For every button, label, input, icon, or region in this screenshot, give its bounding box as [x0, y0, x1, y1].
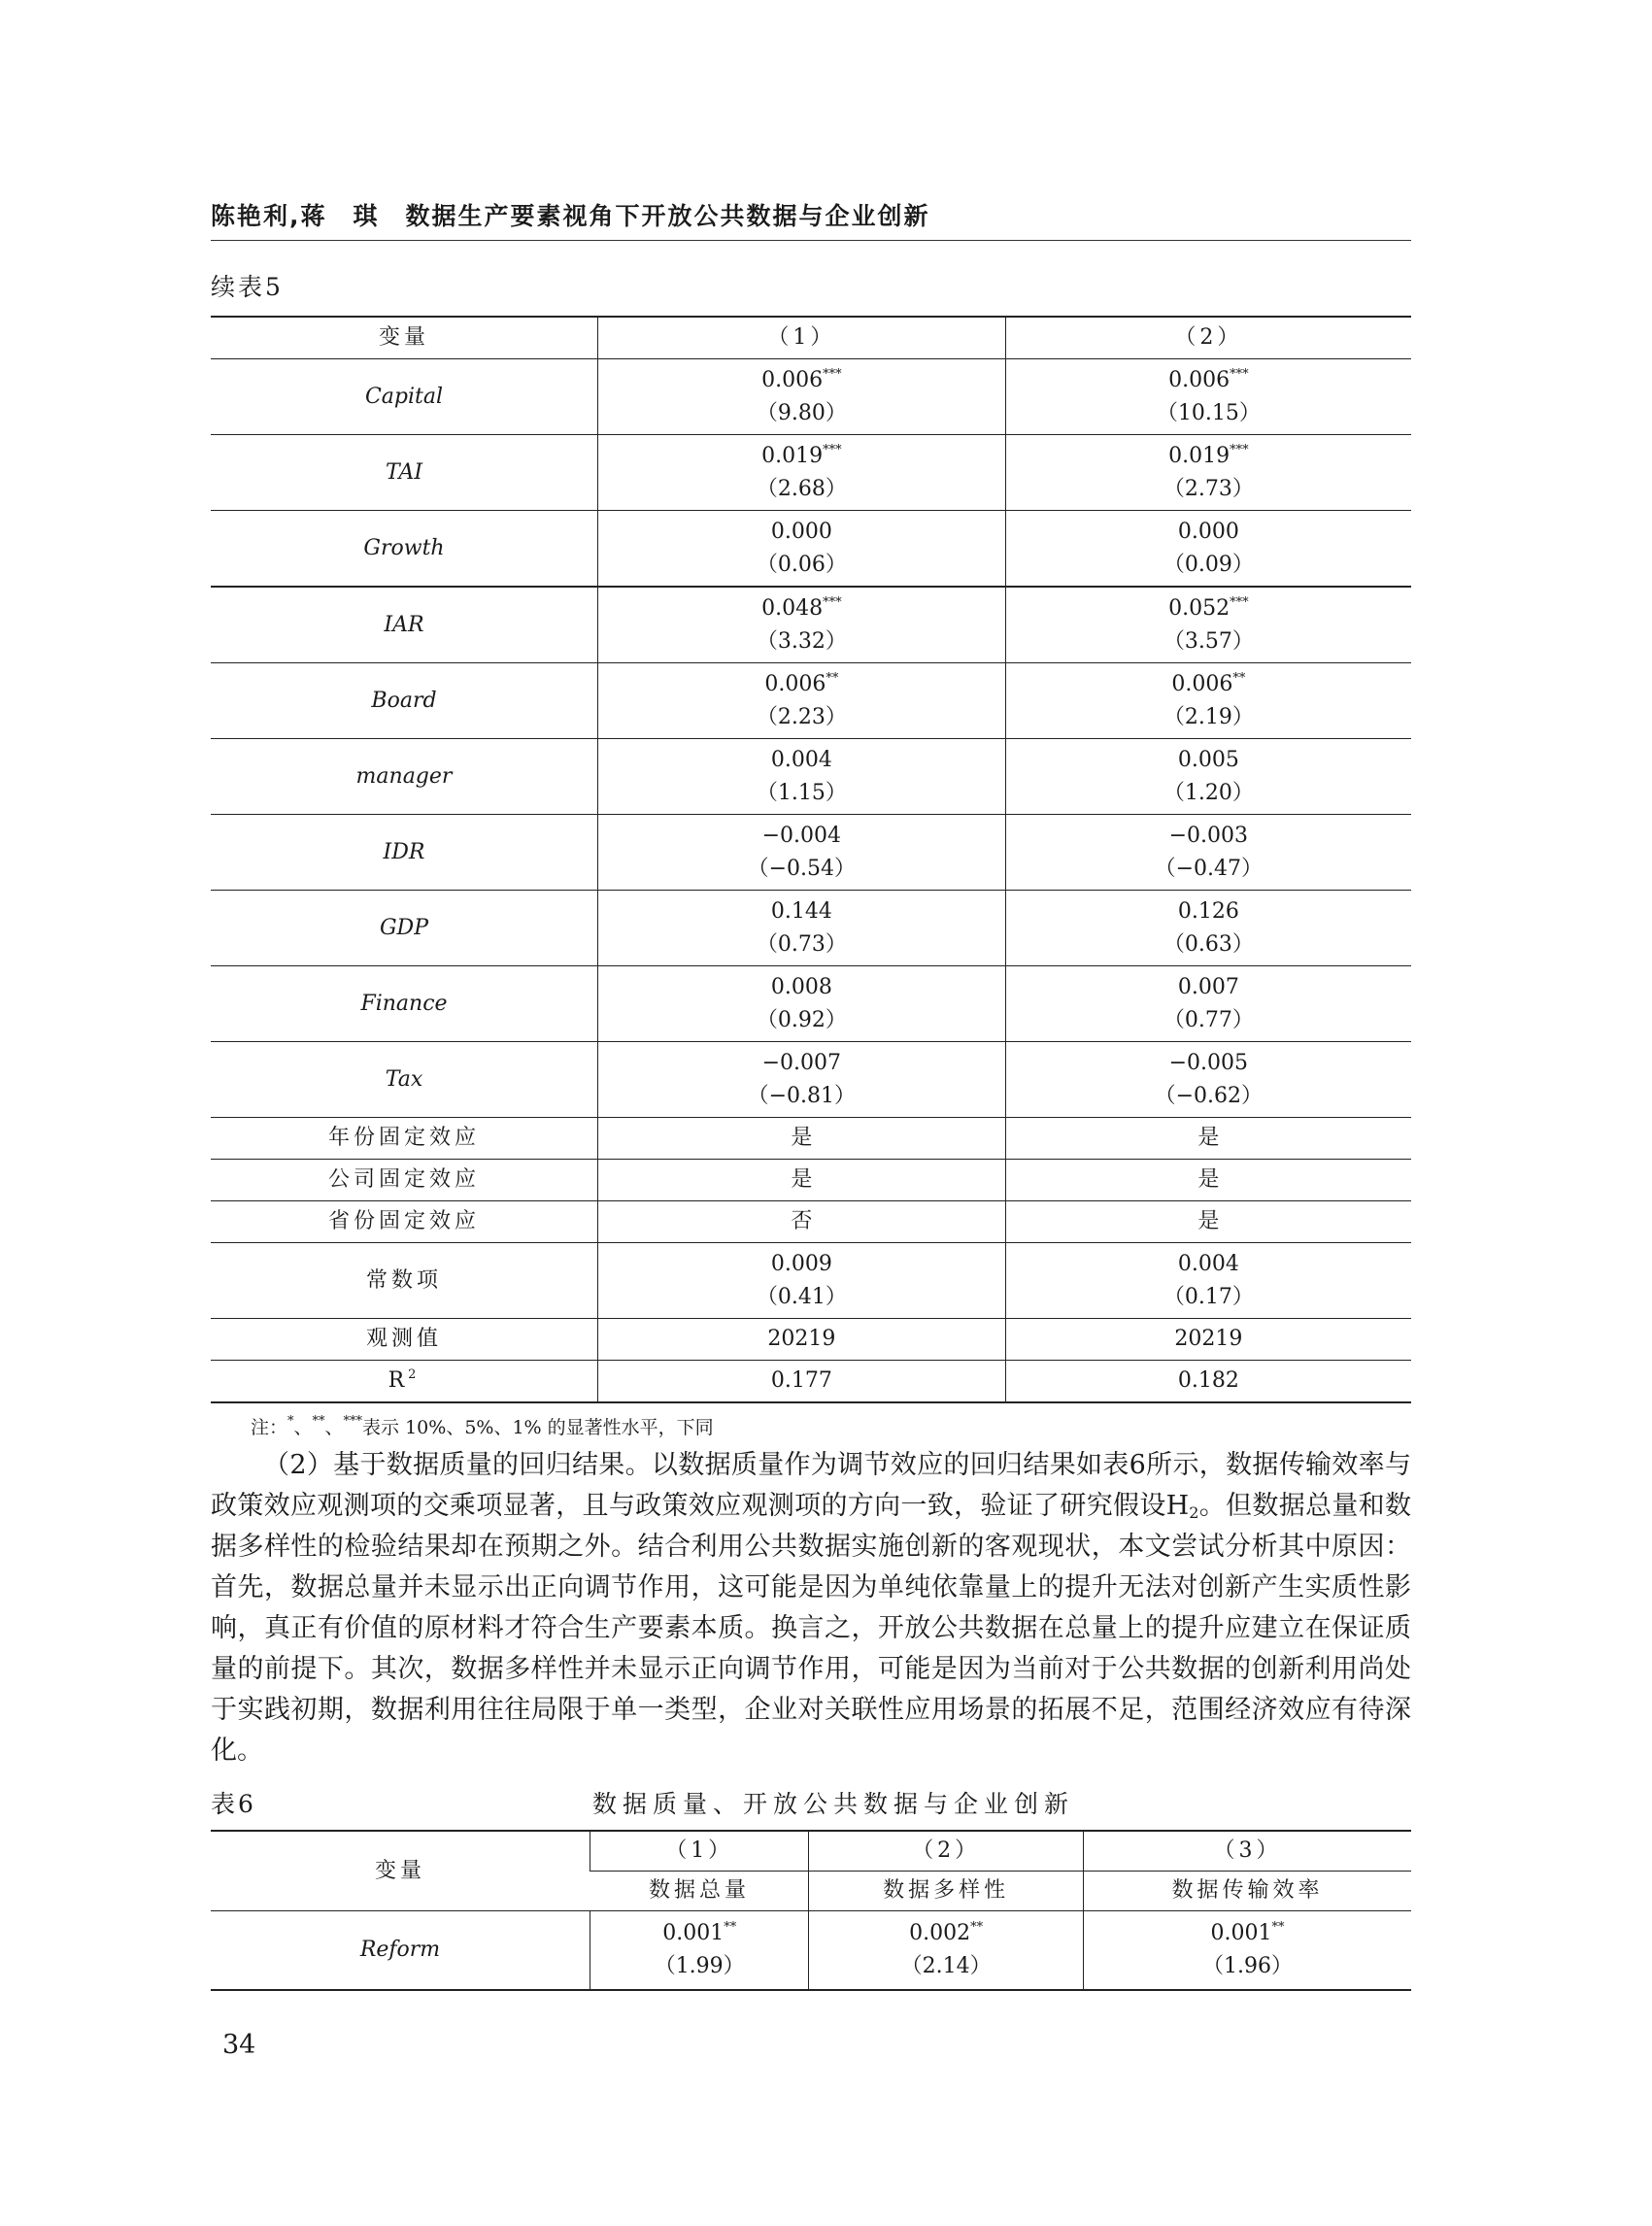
table5-cell	[598, 663, 1006, 739]
r2-superscript: 2	[408, 1367, 421, 1382]
table5-cell: 否	[598, 1201, 1006, 1243]
coef-value: 0.006	[1168, 367, 1231, 392]
coef-value: 0.006	[764, 671, 826, 696]
table6-title: 数据质量、开放公共数据与企业创新	[592, 1790, 1075, 1818]
table5-cell: 20219	[1005, 1319, 1411, 1361]
table5-observations-row	[211, 1319, 1411, 1361]
table5-cell	[598, 359, 1006, 435]
table5-row-label: Tax	[211, 1042, 598, 1118]
sig-stars: ***	[1230, 594, 1249, 610]
t-value: （0.73）	[756, 931, 847, 957]
note-text: 表示 10%、5%、1% 的显著性水平，下同	[362, 1417, 714, 1438]
table5-cell: 是	[598, 1118, 1006, 1160]
t-value: （2.23）	[756, 704, 847, 729]
table5-header-row	[211, 317, 1411, 359]
table6-col-1-num: （1）	[590, 1831, 809, 1872]
table5-row-label: IDR	[211, 815, 598, 891]
t-value: （0.63）	[1163, 931, 1254, 957]
paragraph-1-part-1: （2）基于数据质量的回归结果。以数据质量作为调节效应的回归结果如表6所示，数据传输效率与政策效应观测项的交乘项显著，且与政策效应观测项的方向一致，验证了研究假设H	[211, 1450, 1411, 1521]
table5-col-2: （2）	[1005, 317, 1411, 359]
table5-row-label	[211, 1361, 598, 1403]
table5-row	[211, 435, 1411, 511]
table5-row-label: 常数项	[211, 1243, 598, 1319]
table5-cell	[1005, 359, 1411, 435]
t-value: （1.20）	[1163, 780, 1254, 805]
table5-cell: 是	[1005, 1118, 1411, 1160]
t-value: （0.92）	[756, 1007, 847, 1032]
table5-row-label: Capital	[211, 359, 598, 435]
table5-row	[211, 891, 1411, 966]
sig-stars: **	[970, 1920, 984, 1935]
table5-cell	[1005, 511, 1411, 588]
t-value: （3.57）	[1163, 628, 1254, 654]
sig-stars: ***	[823, 442, 842, 457]
coef-value: 0.000	[770, 519, 832, 544]
note-sig-3: ***	[343, 1414, 363, 1429]
note-prefix: 注：	[251, 1417, 288, 1438]
table6-row-reform	[211, 1911, 1411, 1991]
table5-cell	[598, 435, 1006, 511]
table5-cell	[1005, 1042, 1411, 1118]
sig-stars: ***	[1230, 366, 1249, 382]
coef-value: 0.004	[770, 747, 832, 772]
table5-cell: 0.177	[598, 1361, 1006, 1403]
table5-cell	[1005, 663, 1411, 739]
table5-caption: 续表5	[211, 273, 284, 301]
table6-cell	[809, 1911, 1084, 1991]
hypothesis-subscript: 2	[1189, 1503, 1199, 1522]
table5-cell	[1005, 966, 1411, 1042]
table5-row-label: 省份固定效应	[211, 1201, 598, 1243]
note-sep-1: 、	[293, 1417, 313, 1438]
t-value: （0.17）	[1163, 1284, 1254, 1309]
table5-row-label: Board	[211, 663, 598, 739]
sig-stars: **	[826, 670, 839, 686]
coef-value: 0.144	[770, 898, 832, 924]
body-paragraph	[211, 1445, 1411, 1771]
paragraph-1	[211, 1445, 1411, 1771]
table5-fixed-effect-row	[211, 1118, 1411, 1160]
table5-row-label: Growth	[211, 511, 598, 588]
table5-row	[211, 359, 1411, 435]
table5-cell	[598, 1042, 1006, 1118]
sig-stars: ***	[823, 366, 842, 382]
table5	[211, 316, 1411, 1403]
table5-cell	[1005, 1243, 1411, 1319]
table5-row-label: IAR	[211, 587, 598, 663]
t-value: （2.19）	[1163, 704, 1254, 729]
t-value: （9.80）	[756, 400, 847, 425]
note-sig-2: **	[312, 1414, 325, 1429]
table5-row	[211, 663, 1411, 739]
coef-value: 0.007	[1177, 974, 1239, 999]
page-number: 34	[222, 2030, 256, 2060]
table6-col-1-name: 数据总量	[590, 1872, 809, 1911]
table5-cell	[598, 1243, 1006, 1319]
table5-cell	[1005, 739, 1411, 815]
table5-cell	[1005, 435, 1411, 511]
note-sep-2: 、	[324, 1417, 344, 1438]
table5-row-label: 观测值	[211, 1319, 598, 1361]
table5-cell	[598, 891, 1006, 966]
table5-row-label: TAI	[211, 435, 598, 511]
sig-stars: ***	[1230, 442, 1249, 457]
coef-value: 0.004	[1177, 1251, 1239, 1276]
coef-value: 0.009	[770, 1251, 832, 1276]
coef-value: 0.001	[662, 1921, 725, 1945]
sig-stars: ***	[823, 594, 842, 610]
coef-value: 0.006	[761, 367, 824, 392]
table6-cell	[1083, 1911, 1411, 1991]
t-value: （0.09）	[1163, 552, 1254, 577]
table5-cell	[1005, 891, 1411, 966]
coef-value: −0.004	[761, 823, 842, 848]
sig-stars: **	[1232, 670, 1246, 686]
coef-value: 0.048	[761, 595, 824, 621]
sig-stars: **	[724, 1920, 737, 1935]
coef-value: 0.002	[909, 1921, 971, 1945]
t-value: （2.68）	[756, 476, 847, 501]
table5-cell	[598, 587, 1006, 663]
table5-row	[211, 587, 1411, 663]
t-value: （0.06）	[756, 552, 847, 577]
table5-fixed-effect-row	[211, 1201, 1411, 1243]
note-sig-1: *	[287, 1414, 294, 1429]
sig-stars: **	[1271, 1920, 1285, 1935]
paragraph-1-part-2: 。但数据总量和数据多样性的检验结果却在预期之外。结合利用公共数据实施创新的客观现状，本文尝试分析其中原因：首先，数据总量并未显示出正向调节作用，这可能是因为单纯依靠量上的提升无法对创新产生实质性影响，真正有价值的原材料才符合生产要素本质。换言之，开放公共数据在总量上的提升应建立在保证质量的前提下。其次，数据多样性并未显示正向调节作用，可能是因为当前对于公共数据的创新利用尚处于实践初期，数据利用往往局限于单一类型，企业对关联性应用场景的拓展不足，范围经济效应有待深化。	[211, 1491, 1411, 1766]
table5-cell	[598, 815, 1006, 891]
coef-value: 0.052	[1168, 595, 1231, 621]
table6-cell	[590, 1911, 809, 1991]
coef-value: 0.006	[1171, 671, 1233, 696]
table5-r2-row	[211, 1361, 1411, 1403]
coef-value: 0.005	[1177, 747, 1239, 772]
table5-col-variable: 变量	[211, 317, 598, 359]
table6-col-3-num: （3）	[1083, 1831, 1411, 1872]
coef-value: 0.126	[1177, 898, 1239, 924]
table5-row-label: 年份固定效应	[211, 1118, 598, 1160]
coef-value: 0.001	[1210, 1921, 1272, 1945]
t-value: （0.77）	[1163, 1007, 1254, 1032]
table5-col-1: （1）	[598, 317, 1006, 359]
table6-col-3-name: 数据传输效率	[1083, 1872, 1411, 1911]
table5-row-label: GDP	[211, 891, 598, 966]
t-value: （−0.62）	[1154, 1083, 1264, 1108]
table5-row	[211, 739, 1411, 815]
header-rule	[211, 240, 1411, 241]
running-header: 陈艳利,蒋 琪 数据生产要素视角下开放公共数据与企业创新	[211, 202, 930, 230]
table5-cell: 是	[1005, 1160, 1411, 1201]
r2-label: R	[388, 1368, 409, 1393]
table5-row-label: 公司固定效应	[211, 1160, 598, 1201]
table5-cell	[1005, 587, 1411, 663]
t-value: （−0.54）	[747, 856, 857, 881]
table5-cell	[1005, 815, 1411, 891]
table6-row-label: Reform	[211, 1911, 590, 1991]
table6-header-row-1	[211, 1831, 1411, 1872]
table5-row-label: manager	[211, 739, 598, 815]
table5-cell: 是	[1005, 1201, 1411, 1243]
table5-fixed-effect-row	[211, 1160, 1411, 1201]
t-value: （−0.81）	[747, 1083, 857, 1108]
table5-row	[211, 1042, 1411, 1118]
table5-cell	[598, 511, 1006, 588]
table5-cell	[598, 739, 1006, 815]
t-value: （10.15）	[1156, 400, 1261, 425]
t-value: （−0.47）	[1154, 856, 1264, 881]
coef-value: 0.008	[770, 974, 832, 999]
table5-cell: 0.182	[1005, 1361, 1411, 1403]
table6	[211, 1830, 1411, 1991]
table5-row	[211, 815, 1411, 891]
table6-caption: 表6	[211, 1790, 256, 1818]
t-value: （1.96）	[1201, 1954, 1293, 1978]
table5-row-label: Finance	[211, 966, 598, 1042]
t-value: （1.15）	[756, 780, 847, 805]
table5-cell: 是	[598, 1160, 1006, 1201]
t-value: （0.41）	[756, 1284, 847, 1309]
t-value: （3.32）	[756, 628, 847, 654]
coef-value: −0.003	[1168, 823, 1249, 848]
coef-value: 0.000	[1177, 519, 1239, 544]
coef-value: −0.005	[1168, 1050, 1249, 1075]
table6-col-variable: 变量	[211, 1831, 590, 1911]
coef-value: 0.019	[761, 443, 824, 468]
t-value: （1.99）	[654, 1954, 745, 1978]
table5-cell: 20219	[598, 1319, 1006, 1361]
table5-cell	[598, 966, 1006, 1042]
table5-row	[211, 966, 1411, 1042]
coef-value: 0.019	[1168, 443, 1231, 468]
table5-row	[211, 511, 1411, 588]
table6-col-2-name: 数据多样性	[809, 1872, 1084, 1911]
table5-note	[251, 1413, 714, 1439]
coef-value: −0.007	[761, 1050, 842, 1075]
table5-constant-row	[211, 1243, 1411, 1319]
t-value: （2.73）	[1163, 476, 1254, 501]
table6-col-2-num: （2）	[809, 1831, 1084, 1872]
t-value: （2.14）	[900, 1954, 992, 1978]
